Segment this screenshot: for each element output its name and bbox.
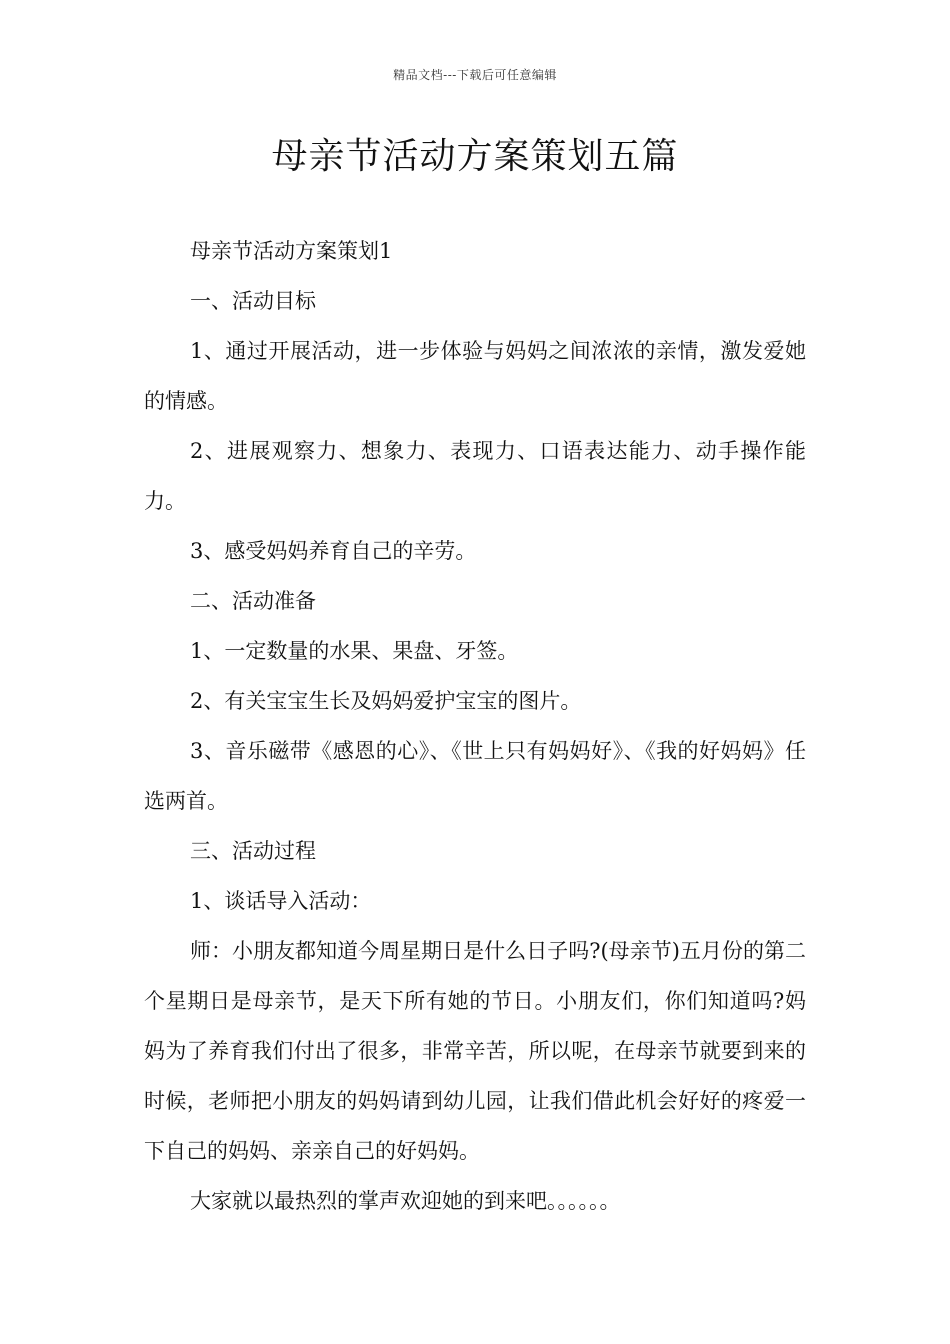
document-title: 母亲节活动方案策划五篇 [271,136,679,177]
paragraph-teacher-speech: 师：小朋友都知道今周星期日是什么日子吗?(母亲节)五月份的第二个星期日是母亲节，是天下所有她的节日。小朋友们，你们知道吗?妈妈为了养育我们付出了很多，非常辛苦，所以呢，在母亲节就要到来的时候，老师把小朋友的妈妈请到幼儿园，让我们借此机会好好的疼爱一下自己的妈妈、亲亲自己的好妈妈。 [144,939,806,1163]
section-heading-plan-1: 母亲节活动方案策划1 [190,239,393,263]
paragraph-goal-2: 2、进展观察力、想象力、表现力、口语表达能力、动手操作能力。 [144,439,806,513]
paragraph-goal-1: 1、通过开展活动，进一步体验与妈妈之间浓浓的亲情，激发爱她的情感。 [144,339,806,413]
section-heading-preparation: 二、活动准备 [190,589,316,613]
document-body [144,226,806,1226]
paragraph-prep-1: 1、一定数量的水果、果盘、牙签。 [190,639,519,663]
section-heading-process: 三、活动过程 [190,839,316,863]
paragraph-prep-2: 2、有关宝宝生长及妈妈爱护宝宝的图片。 [190,689,582,713]
paragraph-welcome: 大家就以最热烈的掌声欢迎她的到来吧。。。。。。 [190,1189,621,1213]
paragraph-goal-3: 3、感受妈妈养育自己的辛劳。 [190,539,477,563]
header-note: 精品文档---下载后可任意编辑 [393,68,557,82]
section-heading-goals: 一、活动目标 [190,289,316,313]
paragraph-process-1: 1、谈话导入活动： [190,889,372,913]
paragraph-prep-3: 3、音乐磁带《感恩的心》、《世上只有妈妈好》、《我的好妈妈》任选两首。 [144,739,806,813]
